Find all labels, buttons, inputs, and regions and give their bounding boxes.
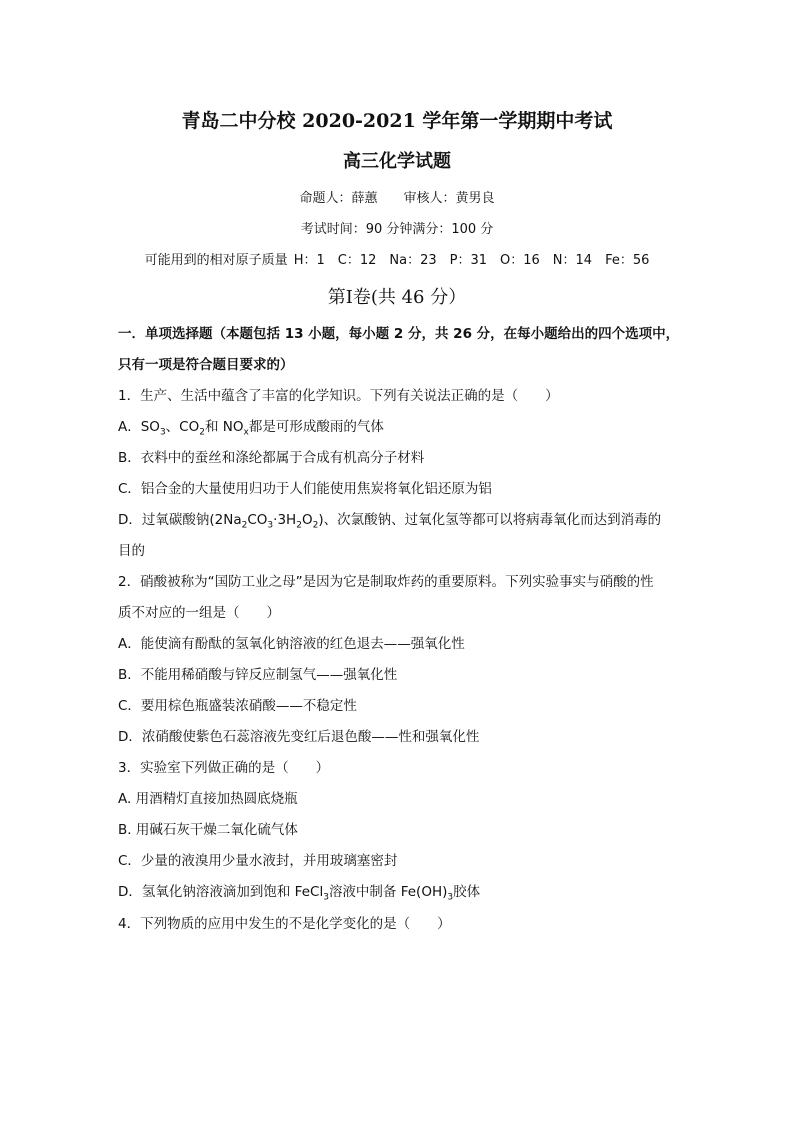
q3-d-sub1: 3 — [323, 892, 329, 903]
q1-d-text2: CO — [247, 512, 268, 528]
q1-d-sub3: 2 — [296, 520, 302, 531]
q3-option-b: B. 用碱石灰干燥二氧化硫气体 — [118, 822, 298, 838]
exam-subtitle: 高三化学试题 — [343, 151, 451, 172]
section-title: 第Ⅰ卷(共 46 分） — [327, 287, 467, 308]
q1-d-text5: )、次氯酸钠、过氧化氢等都可以将病毒氧化而达到消毒的 — [318, 512, 662, 528]
q1-stem: 1．生产、生活中蕴含了丰富的化学知识。下列有关说法正确的是（ ） — [118, 388, 559, 404]
q1-a-sub1: 3 — [159, 427, 166, 438]
exam-info: 考试时间：90 分钟满分：100 分 — [300, 222, 494, 237]
q3-d-sub2: 3 — [447, 892, 454, 903]
q1-option-d — [118, 508, 678, 531]
q3-option-d — [118, 880, 678, 903]
q2-option-d: D．浓硝酸使紫色石蕊溶液先变红后退色酸——性和强氧化性 — [118, 729, 480, 745]
q3-d-text3: 胶体 — [453, 884, 481, 900]
q1-d-sub1: 2 — [241, 520, 248, 531]
section-instruction-line2: 只有一项是符合题目要求的） — [118, 357, 294, 373]
q2-stem-line2: 质不对应的一组是（ ） — [118, 605, 280, 621]
q3-option-a: A. 用酒精灯直接加热圆底烧瓶 — [118, 791, 298, 807]
q1-d-text1: D．过氧碳酸钠(2Na — [118, 512, 242, 528]
q1-a-text3: 和 NO — [204, 419, 244, 435]
atomic-masses: 可能用到的相对原子质量 H：1 C：12 Na：23 P：31 O：16 N：14 Fe：56 — [144, 253, 650, 268]
q4-stem: 4．下列物质的应用中发生的不是化学变化的是（ ） — [118, 916, 451, 932]
q1-option-c: C．铝合金的大量使用归功于人们能使用焦炭将氧化铝还原为铝 — [118, 481, 492, 497]
q2-stem-line1: 2．硝酸被称为“国防工业之母”是因为它是制取炸药的重要原料。下列实验事实与硝酸的性 — [118, 574, 654, 590]
q1-a-sub2: 2 — [199, 427, 205, 438]
q3-option-c: C．少量的液溴用少量水液封，并用玻璃塞密封 — [118, 853, 398, 869]
q3-d-text2: 溶液中制备 Fe(OH) — [328, 884, 448, 900]
q2-option-a: A．能使滴有酚酞的氢氧化钠溶液的红色退去——强氧化性 — [118, 636, 465, 652]
q1-d-text3: ·3H — [273, 512, 297, 528]
q3-d-text1: D．氢氧化钠溶液滴加到饱和 FeCl — [118, 884, 324, 900]
exam-authors: 命题人：薛蕙 审核人：黄男良 — [299, 191, 495, 206]
exam-title: 青岛二中分校 2020-2021 学年第一学期期中考试 — [181, 110, 613, 132]
q1-d-sub4: 2 — [312, 520, 319, 531]
q1-option-d-cont: 目的 — [118, 543, 145, 559]
q1-option-b: B．衣料中的蚕丝和涤纶都属于合成有机高分子材料 — [118, 450, 425, 466]
q3-stem: 3．实验室下列做正确的是（ ） — [118, 760, 330, 776]
section-instruction-line1: 一．单项选择题（本题包括 13 小题，每小题 2 分，共 26 分，在每小题给出的四个选项中， — [118, 326, 680, 342]
q1-option-a — [118, 415, 678, 438]
q1-a-text1: A．SO — [118, 419, 160, 435]
q2-option-b: B．不能用稀硝酸与锌反应制氢气——强氧化性 — [118, 667, 398, 683]
q1-a-text4: 都是可形成酸雨的气体 — [248, 419, 384, 435]
q1-a-sub3: x — [243, 427, 249, 438]
q1-a-text2: 、CO — [165, 419, 200, 435]
q1-d-sub2: 3 — [267, 520, 274, 531]
q1-d-text4: O — [301, 512, 313, 528]
q2-option-c: C．要用棕色瓶盛装浓硝酸——不稳定性 — [118, 698, 357, 714]
